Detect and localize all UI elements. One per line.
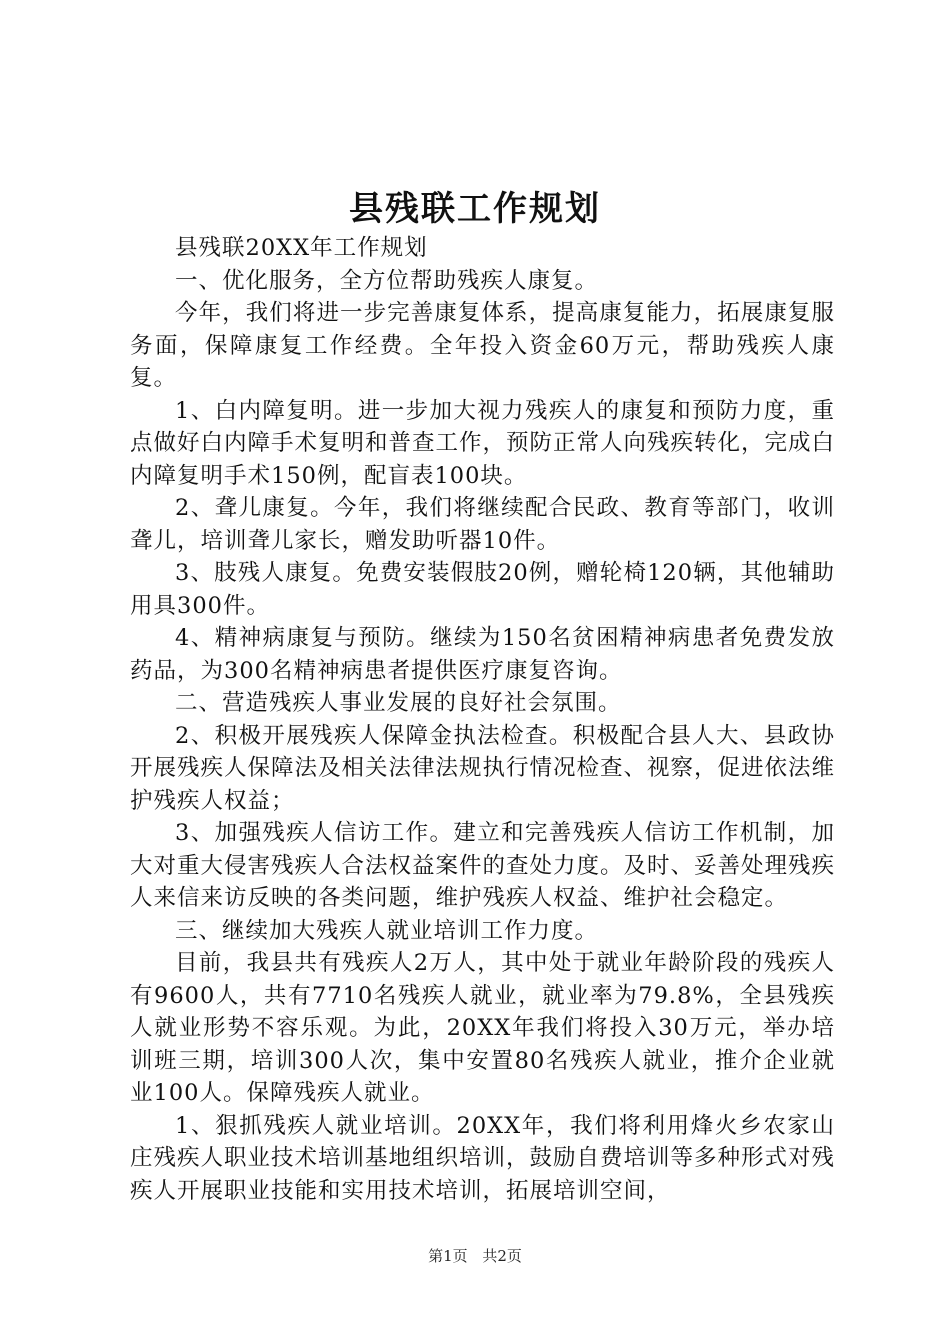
paragraph: 目前，我县共有残疾人2万人，其中处于就业年龄阶段的残疾人有9600人，共有7710名残疾人就业，就业率为79.8%，全县残疾人就业形势不容乐观。为此，20XX年我们将投入30万元，举办培训班三期，培训300人次，集中安置80名残疾人就业，推介企业就业100人。保障残疾人就业。 <box>130 950 835 1106</box>
paragraph: 1、白内障复明。进一步加大视力残疾人的康复和预防力度，重点做好白内障手术复明和普查工作，预防正常人向残疾转化，完成白内障复明手术150例，配盲表100块。 <box>130 397 836 489</box>
paragraph: 4、精神病康复与预防。继续为150名贫困精神病患者免费发放药品，为300名精神病患者提供医疗康复咨询。 <box>130 625 835 684</box>
document-body <box>130 232 835 1207</box>
paragraph: 县残联20XX年工作规划 <box>175 235 428 261</box>
paragraph: 2、积极开展残疾人保障金执法检查。积极配合县人大、县政协开展残疾人保障法及相关法律法规执行情况检查、视察，促进依法维护残疾人权益； <box>130 722 836 814</box>
paragraph: 3、肢残人康复。免费安装假肢20例，赠轮椅120辆，其他辅助用具300件。 <box>130 560 835 619</box>
page-footer <box>0 1246 950 1266</box>
page-total: 共2页 <box>482 1247 522 1265</box>
paragraph: 二、营造残疾人事业发展的良好社会氛围。 <box>175 690 622 716</box>
paragraph: 三、继续加大残疾人就业培训工作力度。 <box>175 917 599 944</box>
page-number: 第1页 <box>428 1247 468 1265</box>
paragraph: 今年，我们将进一步完善康复体系，提高康复能力，拓展康复服务面，保障康复工作经费。全年投入资金60万元，帮助残疾人康复。 <box>130 300 835 391</box>
paragraph: 2、聋儿康复。今年，我们将继续配合民政、教育等部门，收训聋儿，培训聋儿家长，赠发助听器10件。 <box>130 495 835 554</box>
paragraph: 3、加强残疾人信访工作。建立和完善残疾人信访工作机制，加大对重大侵害残疾人合法权益案件的查处力度。及时、妥善处理残疾人来信来访反映的各类问题，维护残疾人权益、维护社会稳定。 <box>130 820 836 911</box>
page-title: 县残联工作规划 <box>349 189 601 229</box>
paragraph: 一、优化服务，全方位帮助残疾人康复。 <box>175 267 599 294</box>
paragraph: 1、狠抓残疾人就业培训。20XX年，我们将利用烽火乡农家山庄残疾人职业技术培训基地组织培训，鼓励自费培训等多种形式对残疾人开展职业技能和实用技术培训，拓展培训空间， <box>130 1112 836 1204</box>
